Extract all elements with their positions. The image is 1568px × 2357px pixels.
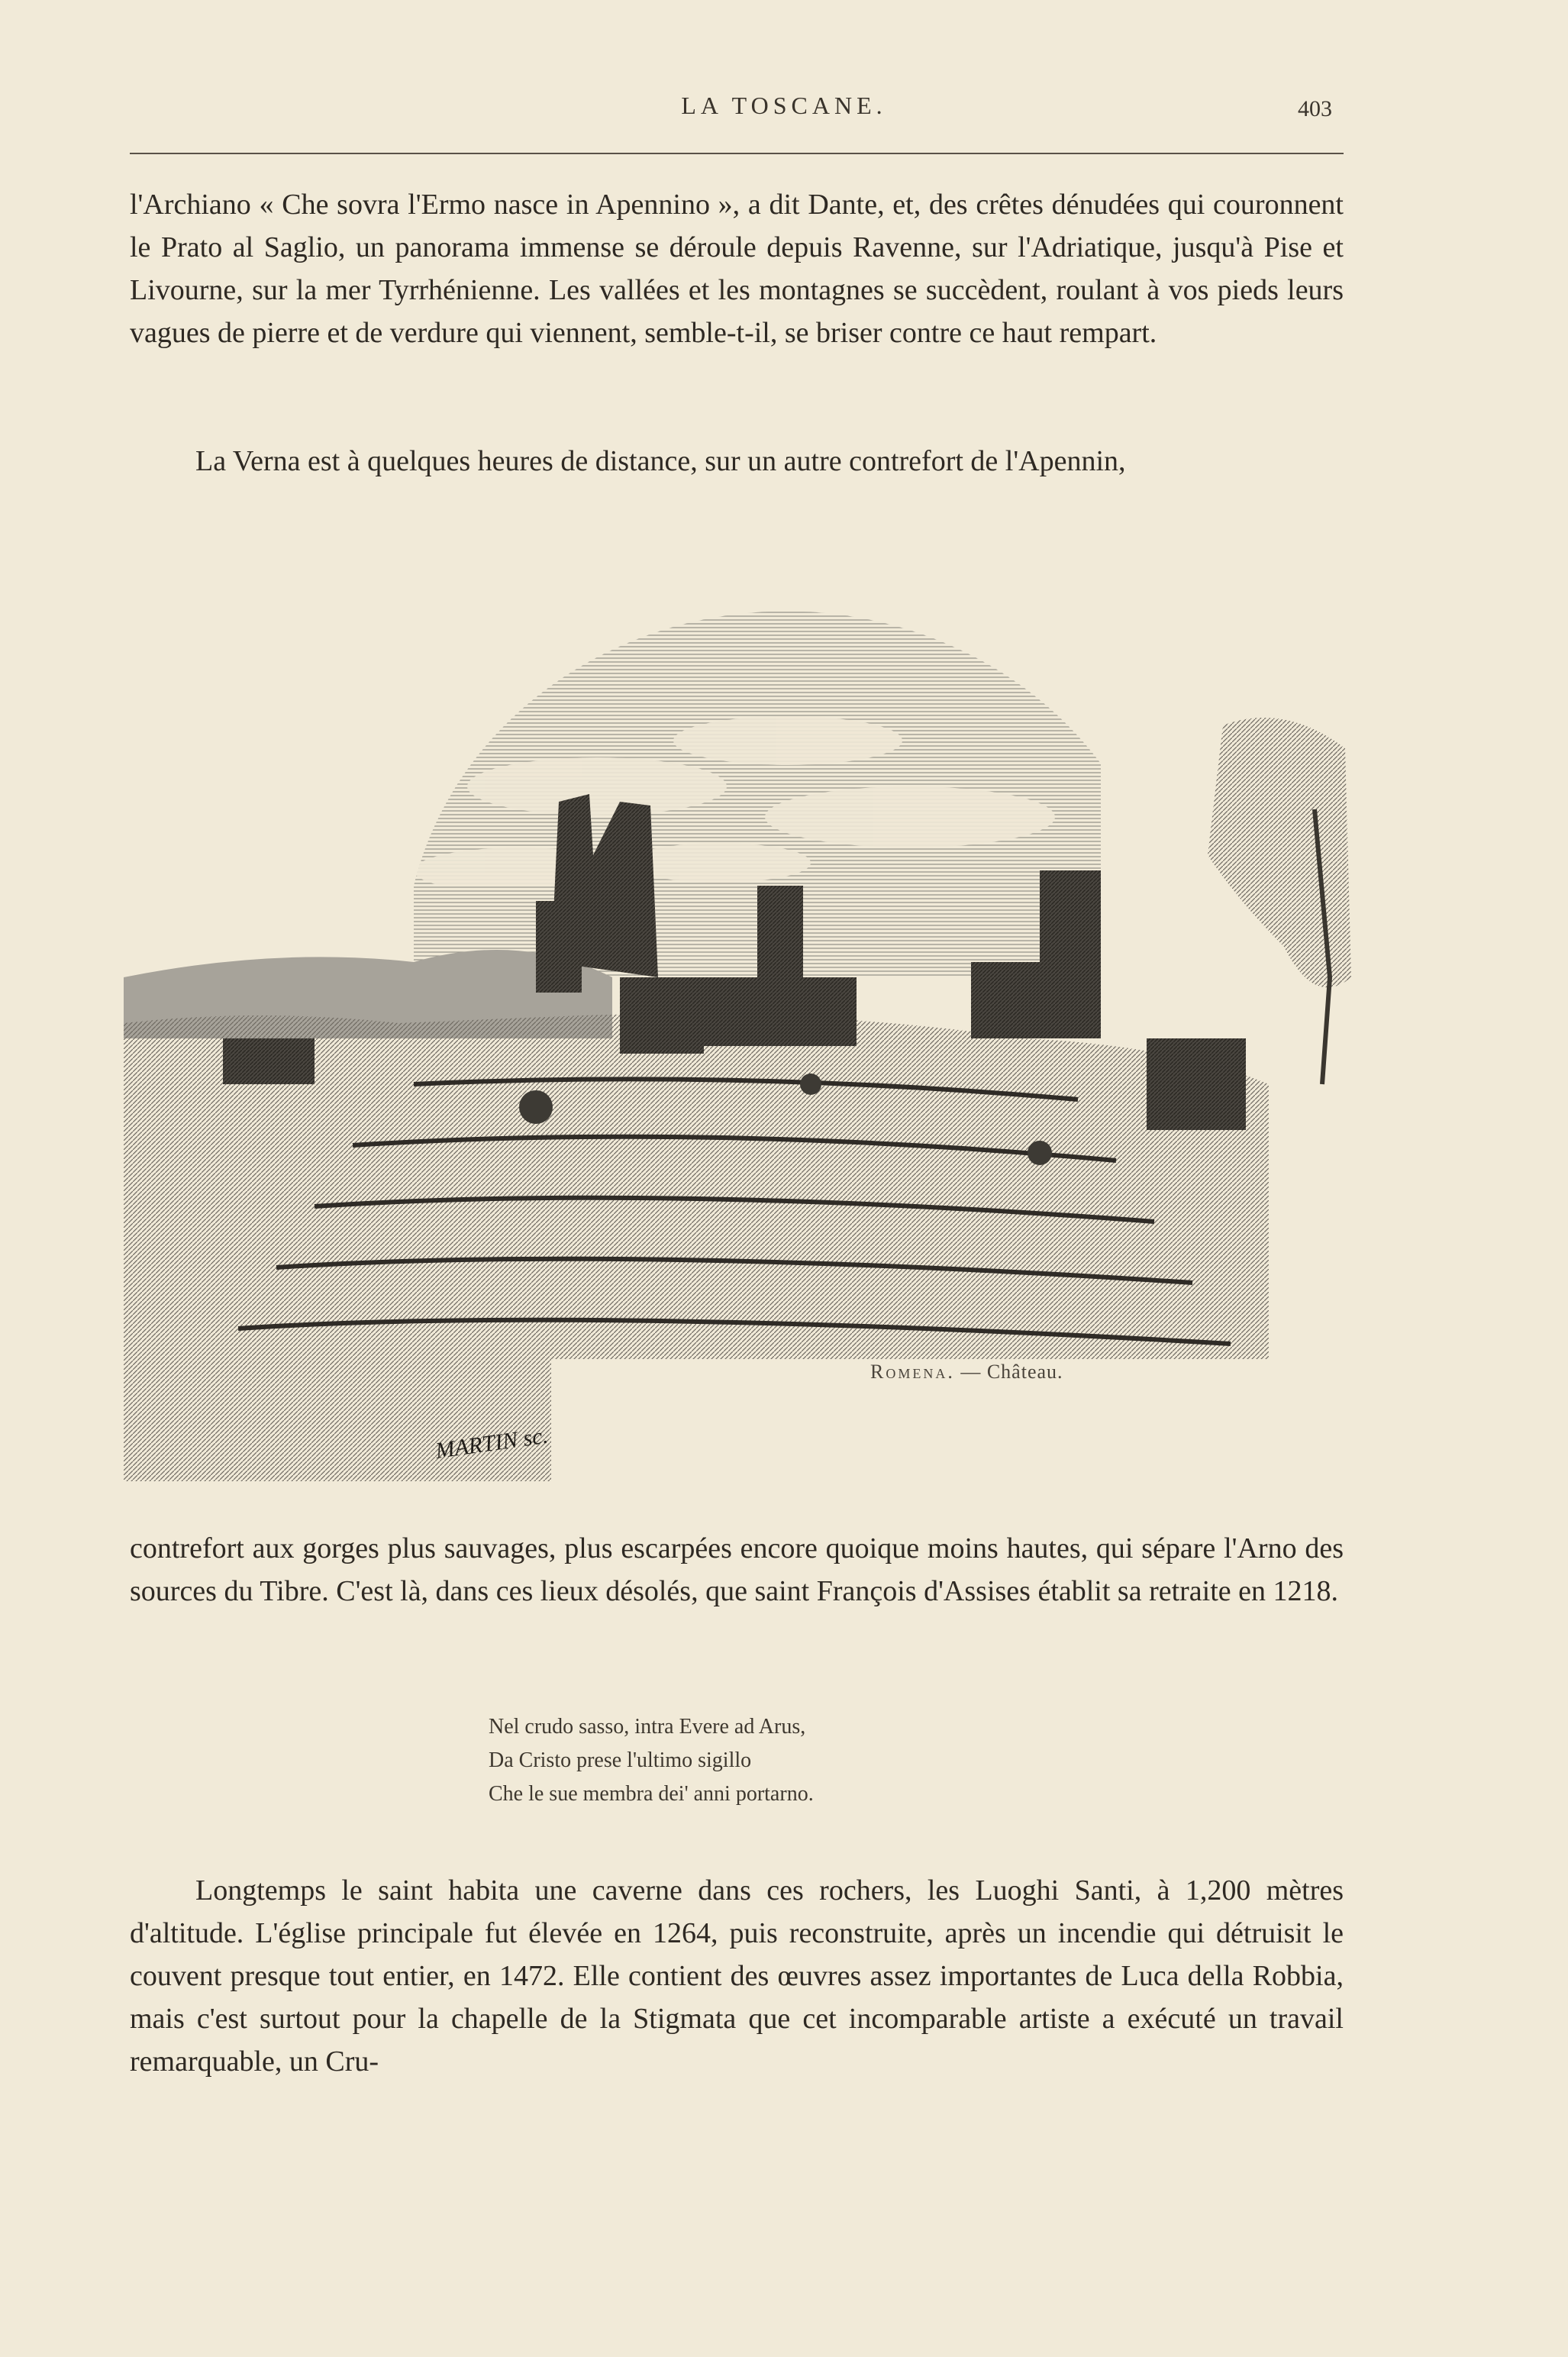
engraving-illustration (124, 550, 1351, 1481)
page-number: 403 (1298, 96, 1332, 121)
tree (1208, 718, 1351, 1084)
caption-subject: Château. (986, 1361, 1063, 1383)
caption-dash: — (954, 1361, 987, 1383)
paragraph-la-verna (130, 440, 1344, 483)
verse-quotation (489, 1710, 1099, 1811)
verse-line-2: Da Cristo prese l'ultimo sigillo (489, 1748, 752, 1772)
paragraph-la-verna-text: La Verna est à quelques heures de distance, sur un autre contrefort de l'Apennin, (195, 445, 1126, 477)
paragraph-longtemps-text: Longtemps le saint habita une caverne dans ces rochers, les Luoghi Santi, à 1,200 mètres d'altitude. L'église principale fut élevée en 1264, puis reconstruite, après un incendie qui détruisit le couvent presque tout entier, en 1472. Elle contient des œuvres assez importantes de Luca della Robbia, mais c'est surtout pour la chapelle de la Stigmata que cet incomparable artiste a exécuté un travail remarquable, un Cru- (130, 1874, 1344, 2078)
engraver-signature: MARTIN sc. (434, 1422, 550, 1464)
figure-caption (870, 1361, 1063, 1384)
verse-line-1: Nel crudo sasso, intra Evere ad Arus, (489, 1715, 806, 1739)
paragraph-contrefort: contrefort aux gorges plus sauvages, plus escarpées encore quoique moins hautes, qui sépare l'Arno des sources du Tibre. C'est là, dans ces lieux désolés, que saint François d'Assises établit sa retraite en 1218. (130, 1532, 1344, 1607)
paragraph-archiano: l'Archiano « Che sovra l'Ermo nasce in Apennino », a dit Dante, et, des crêtes dénudées qui couronnent le Prato al Saglio, un panorama immense se déroule depuis Ravenne, sur l'Adriatique, jusqu'à Pise et Livourne, sur la mer Tyrrhénienne. Les vallées et les montagnes se succèdent, roulant à vos pieds leurs vagues de pierre et de verdure qui viennent, semble-t-il, se briser contre ce haut rempart. (130, 189, 1344, 349)
engraving-romena-castle (124, 550, 1351, 1481)
verse-line-3: Che le sue membra dei' anni portarno. (489, 1782, 814, 1806)
caption-place: Romena. (870, 1361, 955, 1383)
header-rule (130, 153, 1344, 154)
running-title: LA TOSCANE. (681, 92, 887, 119)
paragraph-longtemps (130, 1869, 1344, 2083)
